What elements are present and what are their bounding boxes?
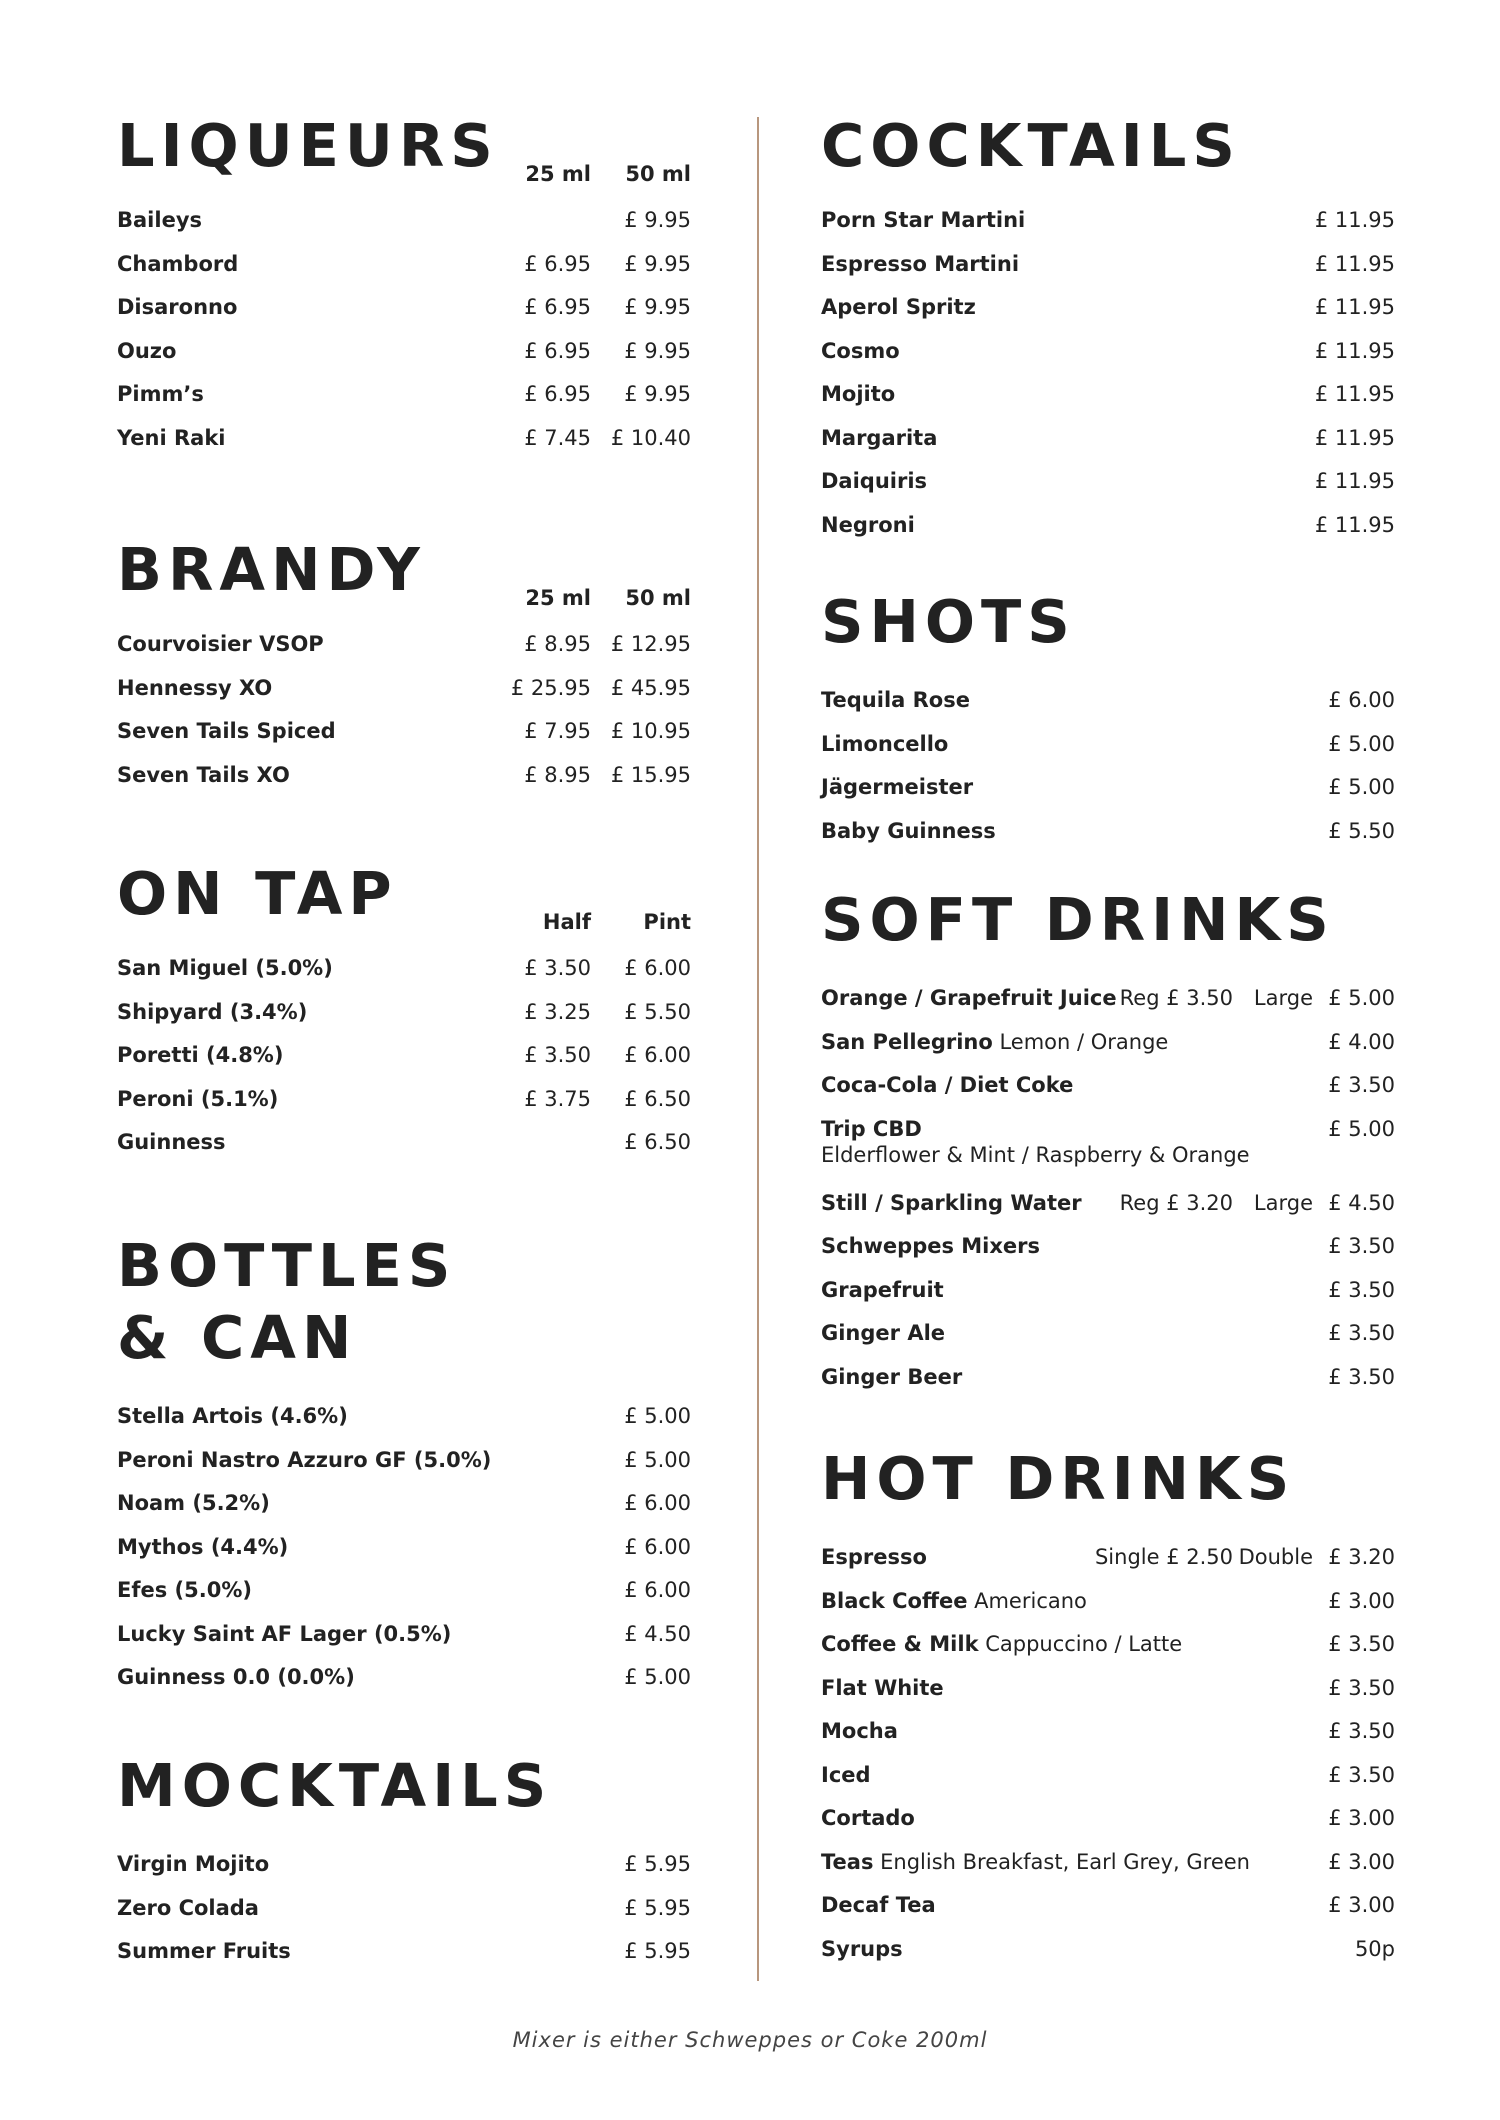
item-price: £ 3.00 bbox=[1328, 1849, 1395, 1874]
item-flavours: Elderflower & Mint / Raspberry & Orange bbox=[821, 1142, 1250, 1167]
list-item bbox=[821, 1029, 1395, 1073]
list-item bbox=[821, 425, 1395, 469]
item-description: English Breakfast, Earl Grey, Green bbox=[873, 1849, 1250, 1874]
price-50ml: £ 9.95 bbox=[624, 208, 691, 232]
list-item bbox=[117, 338, 691, 382]
list-item bbox=[117, 1664, 691, 1708]
item-name: Baileys bbox=[117, 208, 203, 232]
item-price: £ 6.00 bbox=[624, 1534, 691, 1559]
item-price: £ 6.00 bbox=[624, 1491, 691, 1515]
list-item bbox=[117, 1895, 691, 1939]
price-25ml: £ 6.95 bbox=[524, 338, 591, 363]
item-price: £ 5.00 bbox=[624, 1665, 691, 1689]
list-item bbox=[821, 1849, 1395, 1893]
item-name: Grapefruit bbox=[821, 1277, 944, 1302]
price-25ml: £ 25.95 bbox=[510, 675, 591, 700]
hot-drinks-section bbox=[821, 1443, 1395, 1961]
list-item bbox=[821, 1675, 1395, 1719]
section-heading-shots: SHOTS bbox=[821, 587, 1076, 656]
list-item bbox=[821, 1718, 1395, 1762]
item-price: £ 3.50 bbox=[1328, 1762, 1395, 1787]
item-price: £ 11.95 bbox=[1314, 469, 1395, 493]
shots-section bbox=[821, 586, 1395, 843]
large-option: Large bbox=[1253, 1190, 1313, 1215]
item-name: Black Coffee bbox=[821, 1588, 968, 1613]
item-price: £ 11.95 bbox=[1314, 382, 1395, 406]
item-name: Ginger Ale bbox=[821, 1321, 946, 1345]
item-price: £ 5.00 bbox=[1328, 731, 1395, 756]
list-item bbox=[821, 338, 1395, 382]
price-50ml: £ 45.95 bbox=[610, 675, 691, 700]
price-50ml: £ 9.95 bbox=[624, 382, 691, 406]
soft-drinks-list bbox=[821, 985, 1395, 1407]
list-item bbox=[821, 512, 1395, 556]
brandy-list bbox=[117, 631, 691, 805]
price-pint: £ 6.50 bbox=[624, 1086, 691, 1111]
cocktails-section bbox=[821, 110, 1395, 537]
item-price: £ 3.00 bbox=[1328, 1893, 1395, 1917]
item-price: £ 5.95 bbox=[624, 1852, 691, 1876]
list-item bbox=[821, 381, 1395, 425]
item-name: Disaronno bbox=[117, 295, 238, 319]
list-item bbox=[821, 818, 1395, 862]
list-item bbox=[821, 774, 1395, 818]
item-price: £ 3.50 bbox=[1328, 1321, 1395, 1345]
list-item bbox=[821, 1544, 1395, 1588]
item-name: Chambord bbox=[117, 251, 239, 276]
item-name: Ginger Beer bbox=[821, 1364, 963, 1389]
list-item bbox=[117, 1534, 691, 1578]
regular-option: Reg £ 3.50 bbox=[1119, 986, 1233, 1010]
price-half: £ 3.75 bbox=[524, 1086, 591, 1111]
list-item bbox=[117, 1938, 691, 1982]
liqueurs-section bbox=[117, 110, 691, 450]
item-name: Guinness 0.0 (0.0%) bbox=[117, 1665, 355, 1689]
section-heading-brandy: BRANDY bbox=[117, 535, 426, 604]
item-name: Schweppes Mixers bbox=[821, 1234, 1041, 1258]
item-name: Virgin Mojito bbox=[117, 1852, 270, 1876]
item-name: Mojito bbox=[821, 382, 896, 406]
column-header-25ml: 25 ml bbox=[525, 162, 591, 186]
price-50ml: £ 12.95 bbox=[610, 632, 691, 656]
list-item bbox=[117, 999, 691, 1043]
item-name: Coca-Cola / Diet Coke bbox=[821, 1073, 1074, 1097]
item-price: £ 5.95 bbox=[624, 1939, 691, 1963]
list-item bbox=[821, 468, 1395, 512]
item-price: £ 3.20 bbox=[1328, 1545, 1395, 1569]
item-price: £ 6.00 bbox=[624, 1578, 691, 1602]
list-item bbox=[117, 1042, 691, 1086]
list-item bbox=[117, 251, 691, 295]
on-tap-section bbox=[117, 858, 691, 1154]
list-item bbox=[821, 1936, 1395, 1980]
item-price: £ 5.00 bbox=[1328, 1116, 1395, 1141]
item-name: Flat White bbox=[821, 1675, 944, 1700]
item-price: £ 11.95 bbox=[1314, 425, 1395, 450]
item-name: Cortado bbox=[821, 1806, 915, 1830]
list-item bbox=[821, 1588, 1395, 1632]
brandy-section bbox=[117, 534, 691, 787]
list-item bbox=[821, 1364, 1395, 1408]
price-25ml: £ 6.95 bbox=[524, 251, 591, 276]
item-name: Cosmo bbox=[821, 338, 900, 363]
item-price: £ 5.95 bbox=[624, 1895, 691, 1920]
price-pint: £ 6.50 bbox=[624, 1130, 691, 1154]
item-price: £ 3.00 bbox=[1328, 1806, 1395, 1830]
list-item bbox=[117, 955, 691, 999]
item-price: £ 5.00 bbox=[624, 1404, 691, 1428]
price-50ml: £ 15.95 bbox=[610, 762, 691, 787]
list-item bbox=[117, 1577, 691, 1621]
price-50ml: £ 10.40 bbox=[610, 425, 691, 450]
item-name: Lucky Saint AF Lager (0.5%) bbox=[117, 1621, 452, 1646]
shots-list bbox=[821, 687, 1395, 861]
item-price: £ 5.00 bbox=[624, 1447, 691, 1472]
list-item bbox=[117, 1403, 691, 1447]
item-name: Porn Star Martini bbox=[821, 208, 1026, 232]
item-name: Mythos (4.4%) bbox=[117, 1534, 289, 1559]
item-price: £ 11.95 bbox=[1314, 338, 1395, 363]
item-name: Mocha bbox=[821, 1719, 898, 1743]
section-heading-cocktails: COCKTAILS bbox=[821, 111, 1241, 180]
item-price: £ 3.00 bbox=[1328, 1588, 1395, 1613]
item-name: Iced bbox=[821, 1762, 871, 1787]
item-name: Summer Fruits bbox=[117, 1939, 291, 1963]
list-item bbox=[117, 1490, 691, 1534]
soft-drinks-section bbox=[821, 884, 1395, 1389]
column-header-half: Half bbox=[542, 910, 591, 934]
item-name: Baby Guinness bbox=[821, 818, 996, 843]
list-item bbox=[821, 1762, 1395, 1806]
item-price: £ 3.50 bbox=[1328, 1719, 1395, 1743]
item-name: Pimm’s bbox=[117, 382, 204, 406]
item-name: Guinness bbox=[117, 1130, 226, 1154]
list-item bbox=[821, 1320, 1395, 1364]
section-heading-liqueurs: LIQUEURS bbox=[117, 111, 499, 180]
item-price: £ 3.50 bbox=[1328, 1073, 1395, 1097]
price-half: £ 3.50 bbox=[524, 956, 591, 980]
list-item bbox=[117, 207, 691, 251]
item-name: San Pellegrino bbox=[821, 1029, 993, 1054]
bottles-section bbox=[117, 1230, 691, 1689]
hot-drinks-list bbox=[821, 1544, 1395, 1979]
item-name: Noam (5.2%) bbox=[117, 1491, 270, 1515]
list-item bbox=[117, 381, 691, 425]
large-option: Large bbox=[1253, 986, 1313, 1010]
regular-option: Reg £ 3.20 bbox=[1119, 1190, 1233, 1215]
item-price: £ 4.00 bbox=[1328, 1029, 1395, 1054]
item-name: Poretti (4.8%) bbox=[117, 1043, 284, 1067]
price-50ml: £ 10.95 bbox=[610, 719, 691, 743]
item-price: £ 11.95 bbox=[1314, 208, 1395, 232]
item-name: Still / Sparkling Water bbox=[821, 1190, 1082, 1215]
list-item bbox=[117, 294, 691, 338]
list-item bbox=[821, 1805, 1395, 1849]
list-item bbox=[821, 687, 1395, 731]
item-price: £ 3.50 bbox=[1328, 1675, 1395, 1700]
item-name: Espresso bbox=[821, 1545, 927, 1569]
column-header-50ml: 50 ml bbox=[625, 586, 691, 610]
price-25ml: £ 8.95 bbox=[524, 632, 591, 656]
price-25ml: £ 6.95 bbox=[524, 382, 591, 406]
item-name: Hennessy XO bbox=[117, 675, 273, 700]
list-item bbox=[821, 1190, 1395, 1234]
column-header-25ml: 25 ml bbox=[525, 586, 591, 610]
item-name: Peroni (5.1%) bbox=[117, 1086, 279, 1111]
list-item bbox=[821, 294, 1395, 338]
item-name: Trip CBD bbox=[821, 1116, 922, 1141]
item-name: Espresso Martini bbox=[821, 251, 1020, 276]
item-price: 50p bbox=[1354, 1936, 1395, 1961]
section-heading-soft-drinks: SOFT DRINKS bbox=[821, 885, 1335, 954]
list-item bbox=[821, 1277, 1395, 1321]
list-item bbox=[117, 762, 691, 806]
item-name: Orange / Grapefruit Juice bbox=[821, 986, 1117, 1010]
price-25ml: £ 7.95 bbox=[524, 719, 591, 743]
heading-line: BOTTLES bbox=[117, 1231, 457, 1300]
section-heading-mocktails: MOCKTAILS bbox=[117, 1751, 553, 1820]
price-half: £ 3.50 bbox=[524, 1043, 591, 1067]
list-item bbox=[117, 1129, 691, 1173]
section-heading-hot-drinks: HOT DRINKS bbox=[821, 1444, 1296, 1513]
item-name: Zero Colada bbox=[117, 1895, 259, 1920]
list-item bbox=[821, 207, 1395, 251]
mocktails-section bbox=[117, 1750, 691, 1963]
item-description: Americano bbox=[967, 1588, 1087, 1613]
item-name: Peroni Nastro Azzuro GF (5.0%) bbox=[117, 1447, 492, 1472]
price-pint: £ 6.00 bbox=[624, 956, 691, 980]
single-option: Single £ 2.50 bbox=[1094, 1545, 1233, 1569]
double-option: Double bbox=[1238, 1545, 1313, 1569]
bottles-list bbox=[117, 1403, 691, 1708]
price-pint: £ 5.50 bbox=[624, 999, 691, 1024]
price-50ml: £ 9.95 bbox=[624, 251, 691, 276]
item-name: Limoncello bbox=[821, 731, 949, 756]
price-pint: £ 6.00 bbox=[624, 1043, 691, 1067]
price-25ml: £ 6.95 bbox=[524, 295, 591, 319]
item-name: Seven Tails Spiced bbox=[117, 719, 336, 743]
list-item bbox=[117, 718, 691, 762]
item-price: £ 4.50 bbox=[624, 1621, 691, 1646]
item-price: £ 3.50 bbox=[1328, 1364, 1395, 1389]
footer-note: Mixer is either Schweppes or Coke 200ml bbox=[512, 2028, 988, 2052]
item-price: £ 5.00 bbox=[1328, 775, 1395, 799]
list-item bbox=[117, 1447, 691, 1491]
item-price: £ 3.50 bbox=[1328, 1632, 1395, 1656]
item-price: £ 3.50 bbox=[1328, 1234, 1395, 1258]
list-item bbox=[117, 425, 691, 469]
item-name: San Miguel (5.0%) bbox=[117, 956, 333, 980]
price-25ml: £ 8.95 bbox=[524, 762, 591, 787]
list-item bbox=[821, 1631, 1395, 1675]
item-name: Seven Tails XO bbox=[117, 762, 290, 787]
heading-line: & CAN bbox=[117, 1303, 358, 1372]
list-item bbox=[117, 1851, 691, 1895]
list-item bbox=[821, 1233, 1395, 1277]
item-name: Shipyard (3.4%) bbox=[117, 999, 308, 1024]
column-header-50ml: 50 ml bbox=[625, 162, 691, 186]
price-25ml: £ 7.45 bbox=[524, 425, 591, 450]
item-name: Ouzo bbox=[117, 338, 177, 363]
item-name: Jägermeister bbox=[821, 775, 974, 799]
list-item bbox=[117, 1086, 691, 1130]
item-name: Teas bbox=[821, 1849, 874, 1874]
list-item bbox=[821, 1072, 1395, 1116]
item-price: £ 11.95 bbox=[1314, 512, 1395, 537]
list-item bbox=[821, 1892, 1395, 1936]
item-price: £ 5.00 bbox=[1328, 986, 1395, 1010]
item-name: Daiquiris bbox=[821, 469, 928, 493]
list-item bbox=[117, 631, 691, 675]
item-price: £ 6.00 bbox=[1328, 688, 1395, 712]
item-price: £ 5.50 bbox=[1328, 818, 1395, 843]
item-name: Aperol Spritz bbox=[821, 295, 976, 319]
item-name: Efes (5.0%) bbox=[117, 1578, 252, 1602]
list-item bbox=[821, 985, 1395, 1029]
item-name: Coffee & Milk bbox=[821, 1632, 979, 1656]
section-heading-on-tap: ON TAP bbox=[117, 859, 398, 928]
item-price: £ 11.95 bbox=[1314, 251, 1395, 276]
section-heading-bottles bbox=[117, 1230, 691, 1374]
column-header-pint: Pint bbox=[643, 910, 691, 934]
mocktails-list bbox=[117, 1851, 691, 1982]
item-name: Courvoisier VSOP bbox=[117, 632, 324, 656]
list-item bbox=[821, 731, 1395, 775]
list-item bbox=[821, 1116, 1395, 1190]
list-item bbox=[117, 1621, 691, 1665]
item-price: £ 4.50 bbox=[1328, 1190, 1395, 1215]
item-description: Lemon / Orange bbox=[992, 1029, 1169, 1054]
price-half: £ 3.25 bbox=[524, 999, 591, 1024]
price-50ml: £ 9.95 bbox=[624, 295, 691, 319]
liqueurs-list bbox=[117, 207, 691, 468]
item-price: £ 3.50 bbox=[1328, 1277, 1395, 1302]
list-item bbox=[117, 675, 691, 719]
item-description: Cappuccino / Latte bbox=[978, 1632, 1183, 1656]
item-name: Decaf Tea bbox=[821, 1893, 936, 1917]
item-name: Syrups bbox=[821, 1936, 903, 1961]
cocktails-list bbox=[821, 207, 1395, 555]
list-item bbox=[821, 251, 1395, 295]
item-name: Yeni Raki bbox=[117, 425, 226, 450]
item-price: £ 11.95 bbox=[1314, 295, 1395, 319]
item-name: Margarita bbox=[821, 425, 938, 450]
item-name: Tequila Rose bbox=[821, 688, 970, 712]
item-name: Stella Artois (4.6%) bbox=[117, 1404, 348, 1428]
column-divider bbox=[757, 117, 759, 1981]
item-name: Negroni bbox=[821, 512, 915, 537]
on-tap-list bbox=[117, 955, 691, 1173]
price-50ml: £ 9.95 bbox=[624, 338, 691, 363]
